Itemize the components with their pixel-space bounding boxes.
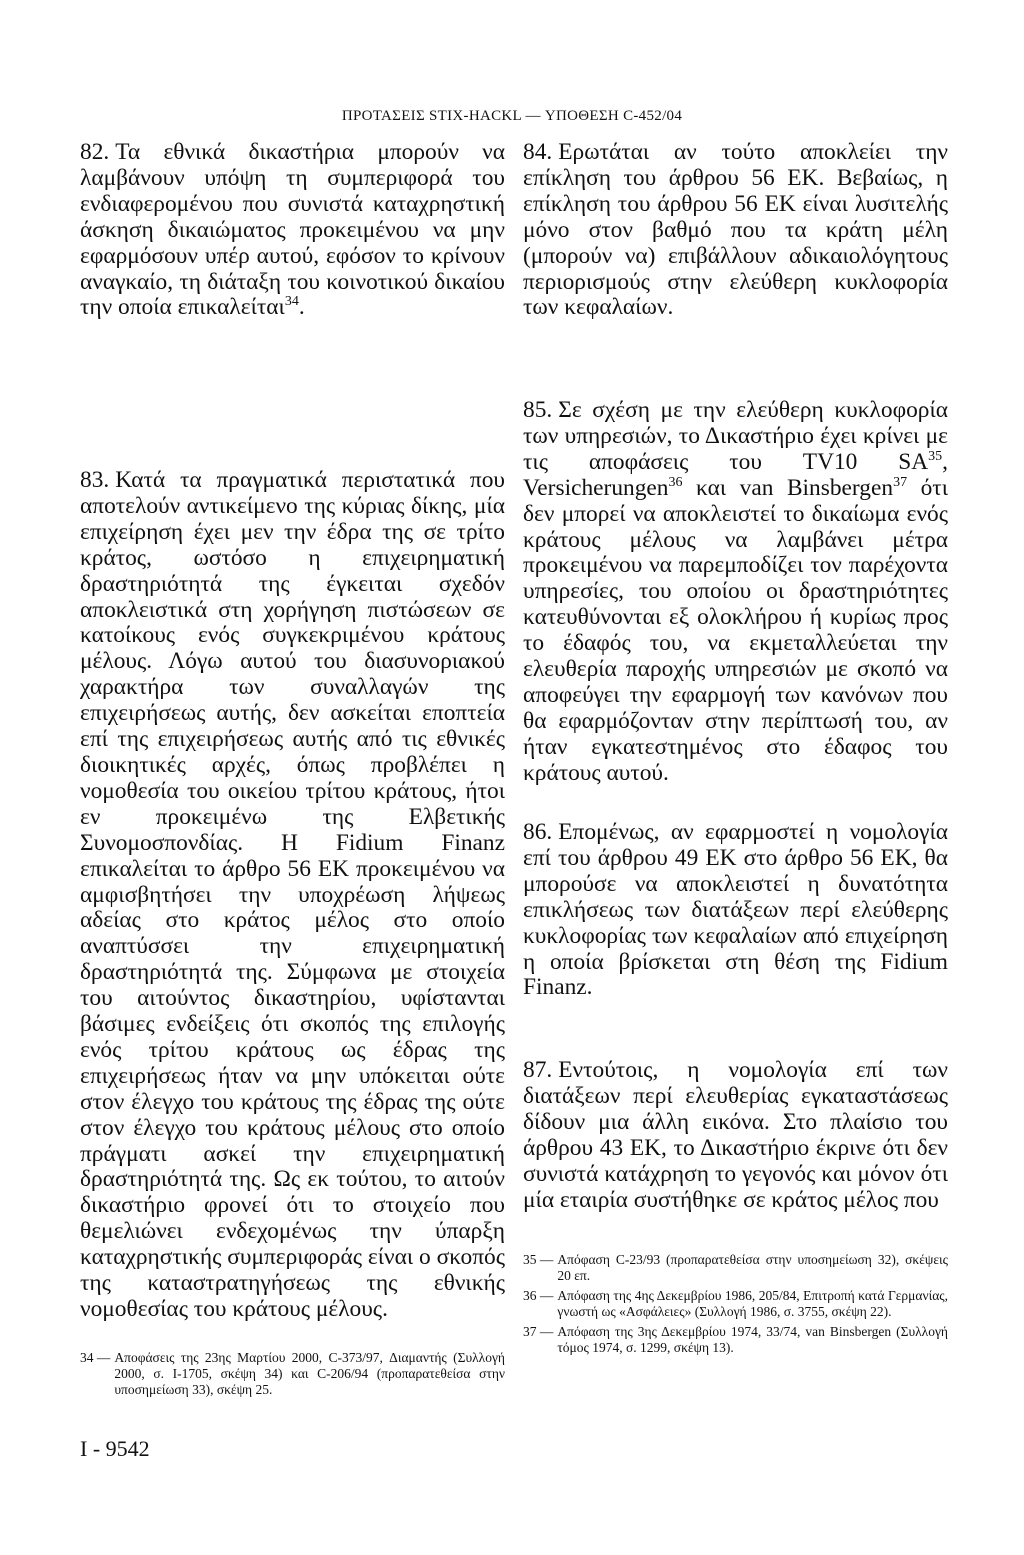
footnote-ref-35: 35 — [928, 449, 943, 465]
footnote-number: 35 — — [523, 1252, 554, 1267]
paragraph-86 — [523, 820, 948, 1001]
paragraph-text: Ερωτάται αν τούτο αποκλείει την επίκληση του άρθρου 56 ΕΚ. Βεβαίως, η επίκληση του άρθρου 56 ΕΚ είναι λυσιτελής μόνο στον βαθμό που τα κράτη μέλη (μπορούν να) επιβάλλουν αδικαιολόγητους περιορισμούς στην ελεύθερη κυκλοφορία των κεφαλαίων. — [523, 139, 948, 321]
footnote-text: Απόφαση C-23/93 (προπαρατεθείσα στην υποσημείωση 32), σκέψεις 20 επ. — [557, 1252, 948, 1283]
footnote-34 — [80, 1350, 505, 1398]
footnote-ref-36: 36 — [668, 474, 683, 490]
footnote-text: Απόφαση της 4ης Δεκεμβρίου 1986, 205/84, Επιτροπή κατά Γερμανίας, γνωστή ως «Ασφάλειες» (Συλλογή 1986, σ. 3755, σκέψη 22). — [557, 1288, 948, 1319]
paragraph-87 — [523, 1058, 948, 1213]
paragraph-84 — [523, 140, 948, 321]
header-title: ΠΡΟΤΑΣΕΙΣ STIX-HACKL — ΥΠΟΘΕΣΗ C-452/04 — [341, 108, 683, 124]
paragraph-number: 85. — [523, 397, 553, 423]
paragraph-85 — [523, 398, 948, 787]
paragraph-end: . — [298, 294, 305, 321]
paragraph-number: 82. — [80, 139, 110, 165]
paragraph-text: Τα εθνικά δικαστήρια μπορούν να λαμβάνουν υπόψη τη συμπεριφορά του ενδιαφερομένου που συνιστά καταχρηστική άσκηση δικαιώματος προκειμένου να μην εφαρμόσουν υπέρ αυτού, εφόσον το κρίνουν αναγκαίο, τη διάταξη του κοινοτικού δικαίου την οποία επικαλείται — [80, 139, 505, 321]
footnote-ref-34: 34 — [284, 294, 299, 310]
footnote-number: 34 — — [80, 1350, 111, 1365]
paragraph-82 — [80, 140, 505, 321]
paragraph-number: 83. — [80, 467, 110, 493]
footnote-text: Απόφαση της 3ης Δεκεμβρίου 1974, 33/74, van Binsbergen (Συλλογή τόμος 1974, σ. 1299, σκέψη 13). — [557, 1324, 948, 1355]
paragraph-83 — [80, 468, 505, 1323]
footnotes-left — [80, 1350, 505, 1402]
running-header — [0, 108, 1024, 125]
paragraph-text: Εντούτοις, η νομολογία επί των διατάξεων περί ελευθερίας εγκαταστάσεως δίδουν μια άλλη εικόνα. Στο πλαίσιο του άρθρου 43 ΕΚ, το Δικαστήριο έκρινε ότι δεν συνιστά κατάχρηση το γεγονός και μόνον ότι μία εταιρία συστήθηκε σε κράτος μέλος που — [523, 1057, 948, 1213]
footnote-text: Αποφάσεις της 23ης Μαρτίου 2000, C-373/97, Διαμαντής (Συλλογή 2000, σ. I-1705, σκέψη 34) και C-206/94 (προπαρατεθείσα στην υποσημείωση 33), σκέψη 25. — [114, 1350, 505, 1397]
footnote-number: 37 — — [523, 1324, 554, 1339]
paragraph-text: και van Binsbergen — [682, 474, 894, 501]
paragraph-number: 87. — [523, 1057, 553, 1083]
footnote-ref-37: 37 — [893, 474, 908, 490]
footnote-number: 36 — — [523, 1288, 554, 1303]
paragraph-text: , Versicherungen — [523, 448, 948, 501]
paragraph-text: Επομένως, αν εφαρμοστεί η νομολογία επί του άρθρου 49 ΕΚ στο άρθρο 56 ΕΚ, θα μπορούσε να αποκλειστεί η δυνατότητα επικλήσεως των διατάξεων περί ελεύθερης κυκλοφορίας των κεφαλαίων από επιχείρηση η οποία βρίσκεται στη θέση της Fidium Finanz. — [523, 819, 948, 1001]
paragraph-text: Κατά τα πραγματικά περιστατικά που αποτελούν αντικείμενο της κύριας δίκης, μία επιχείρηση έχει μεν την έδρα της σε τρίτο κράτος, ωστόσο η επιχειρηματική δραστηριότητά της έγκειται σχεδόν αποκλειστικά στη χορήγηση πιστώσεων σε κατοίκους ενός συγκεκριμένου κράτους μέλους. Λόγω αυτού του διασυνοριακού χαρακτήρα των συναλλαγών της επιχειρήσεως αυτής, δεν ασκείται εποπτεία επί της επιχειρήσεως αυτής από τις εθνικές διοικητικές αρχές, όπως προβλέπει η νομοθεσία του οικείου τρίτου κράτους, ήτοι εν προκειμένω της Ελβετικής Συνομοσπονδίας. Η Fidium Finanz επικαλείται το άρθρο 56 ΕΚ προκειμένου να αμφισβητήσει την υποχρέωση λήψεως αδείας στο κράτος μέλος στο οποίο αναπτύσσει την επιχειρηματική δραστηριότητά της. Σύμφωνα με στοιχεία του αιτούντος δικαστηρίου, υφίστανται βάσιμες ενδείξεις ότι σκοπός της επιλογής ενός τρίτου κράτους ως έδρας της επιχειρήσεως ήταν να μην υπόκειται ούτε στον έλεγχο του κράτους της έδρας της ούτε στον έλεγχο του κράτους μέλους στο οποίο πράγματι ασκεί την επιχειρηματική δραστηριότητά της. Ως εκ τούτου, το αιτούν δικαστήριο φρονεί ότι το στοιχείο που θεμελιώνει ενδεχομένως την ύπαρξη καταχρηστικής συμπεριφοράς είναι ο σκοπός της καταστρατηγήσεως της εθνικής νομοθεσίας του κράτους μέλους. — [80, 467, 505, 1322]
paragraph-number: 86. — [523, 819, 553, 845]
paragraph-number: 84. — [523, 139, 553, 165]
footnote-37 — [523, 1324, 948, 1356]
footnote-35 — [523, 1252, 948, 1284]
paragraph-text: ότι δεν μπορεί να αποκλειστεί το δικαίωμα ενός κράτους μέλους να λαμβάνει μέτρα προκειμένου να παρεμποδίζει τον παρέχοντα υπηρεσίες, του οποίου οι δραστηριότητες κατευθύνονται εξ ολοκλήρου ή κυρίως προς το έδαφός του, να εκμεταλλεύεται την ελευθερία παροχής υπηρεσιών με σκοπό να αποφεύγει την εφαρμογή των κανόνων που θα εφαρμόζονταν στην περίπτωσή του, αν ήταν εγκατεστημένος στο έδαφος του κράτους αυτού. — [523, 474, 948, 786]
page-number: I - 9542 — [80, 1436, 150, 1461]
paragraph-text: Σε σχέση με την ελεύθερη κυκλοφορία των υπηρεσιών, το Δικαστήριο έχει κρίνει με τις αποφάσεις του TV10 SA — [523, 397, 948, 475]
footnotes-right — [523, 1252, 948, 1360]
footnote-36 — [523, 1288, 948, 1320]
